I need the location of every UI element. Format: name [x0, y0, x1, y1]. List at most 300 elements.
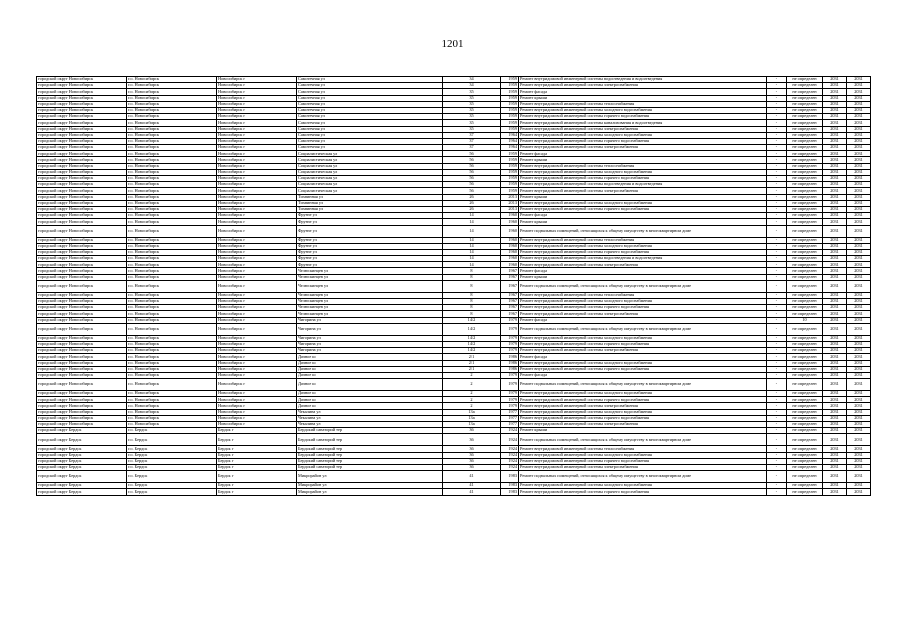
- cell-year: 1979: [501, 403, 519, 409]
- cell-work: Ремонт фасада: [519, 151, 767, 157]
- cell-municipality: городской округ Новосибирск: [37, 397, 127, 403]
- cell-municipality: городской округ Новосибирск: [37, 299, 127, 305]
- cell-settlement: Новосибирск г: [217, 335, 297, 341]
- cell-end: 2031: [847, 434, 871, 446]
- cell-settlement: Новосибирск г: [217, 200, 297, 206]
- cell-amount: -: [767, 409, 787, 415]
- cell-settlement: Новосибирск г: [217, 95, 297, 101]
- cell-municipality: городской округ Новосибирск: [37, 83, 127, 89]
- cell-deadline: не определен: [787, 237, 823, 243]
- cell-settlement_type: г.о. Новосибирск: [127, 323, 217, 335]
- cell-house: 56: [443, 169, 501, 175]
- cell-settlement_type: г.о. Новосибирск: [127, 335, 217, 341]
- cell-settlement: Новосибирск г: [217, 280, 297, 292]
- cell-amount: -: [767, 188, 787, 194]
- cell-deadline: не определен: [787, 311, 823, 317]
- cell-year: 1924: [501, 446, 519, 452]
- cell-start: 2031: [823, 176, 847, 182]
- cell-start: 2031: [823, 225, 847, 237]
- cell-year: 1959: [501, 114, 519, 120]
- cell-house: 36: [443, 428, 501, 434]
- cell-end: 2031: [847, 107, 871, 113]
- cell-street: Дачное ш: [297, 360, 443, 366]
- cell-settlement_type: г.о. Новосибирск: [127, 83, 217, 89]
- cell-settlement: Новосибирск г: [217, 182, 297, 188]
- cell-end: 2031: [847, 446, 871, 452]
- table-row: [37, 323, 871, 335]
- cell-work: Ремонт внутридомовой инженерной системы теплоснабжения: [519, 237, 767, 243]
- cell-house: 14/2: [443, 335, 501, 341]
- cell-amount: -: [767, 145, 787, 151]
- cell-settlement: Новосибирск г: [217, 372, 297, 378]
- cell-street: Тихвинная ул: [297, 194, 443, 200]
- cell-start: 2031: [823, 280, 847, 292]
- cell-house: 36: [443, 446, 501, 452]
- cell-end: 2031: [847, 317, 871, 323]
- cell-street: Челюскинцев ул: [297, 299, 443, 305]
- cell-year: 1977: [501, 415, 519, 421]
- cell-start: 2031: [823, 458, 847, 464]
- cell-work: Ремонт внутридомовой инженерной системы теплоснабжения: [519, 101, 767, 107]
- cell-deadline: не определен: [787, 305, 823, 311]
- cell-year: 1959: [501, 83, 519, 89]
- cell-street: Социалистическая ул: [297, 157, 443, 163]
- cell-municipality: городской округ Новосибирск: [37, 107, 127, 113]
- cell-municipality: городской округ Новосибирск: [37, 354, 127, 360]
- cell-amount: -: [767, 348, 787, 354]
- cell-end: 2031: [847, 225, 871, 237]
- cell-settlement: Бердск г: [217, 452, 297, 458]
- cell-house: 8: [443, 274, 501, 280]
- cell-municipality: городской округ Новосибирск: [37, 114, 127, 120]
- cell-municipality: городской округ Новосибирск: [37, 206, 127, 212]
- cell-year: 1986: [501, 366, 519, 372]
- cell-municipality: городской округ Бердск: [37, 428, 127, 434]
- cell-street: Челюскинцев ул: [297, 292, 443, 298]
- cell-start: 2031: [823, 83, 847, 89]
- cell-municipality: городской округ Новосибирск: [37, 274, 127, 280]
- cell-year: 1959: [501, 176, 519, 182]
- cell-house: 37: [443, 145, 501, 151]
- cell-deadline: не определен: [787, 354, 823, 360]
- cell-settlement: Новосибирск г: [217, 101, 297, 107]
- cell-municipality: городской округ Новосибирск: [37, 391, 127, 397]
- cell-work: Ремонт внутридомовой инженерной системы горячего водоснабжения: [519, 114, 767, 120]
- cell-settlement: Новосибирск г: [217, 151, 297, 157]
- cell-start: 2031: [823, 415, 847, 421]
- cell-deadline: не определен: [787, 95, 823, 101]
- cell-settlement_type: г.о. Новосибирск: [127, 95, 217, 101]
- cell-deadline: не определен: [787, 372, 823, 378]
- cell-municipality: городской округ Новосибирск: [37, 132, 127, 138]
- cell-deadline: не определен: [787, 434, 823, 446]
- cell-settlement_type: г.о. Новосибирск: [127, 138, 217, 144]
- cell-start: 2031: [823, 163, 847, 169]
- cell-street: Дачное ш: [297, 372, 443, 378]
- cell-start: 2031: [823, 292, 847, 298]
- cell-settlement: Новосибирск г: [217, 243, 297, 249]
- cell-work: Ремонт внутридомовой инженерной системы водоотведения и водоотведения: [519, 182, 767, 188]
- cell-settlement_type: г.о. Бердск: [127, 471, 217, 483]
- cell-start: 2031: [823, 213, 847, 219]
- cell-settlement: Новосибирск г: [217, 305, 297, 311]
- cell-deadline: не определен: [787, 458, 823, 464]
- cell-year: 1983: [501, 489, 519, 495]
- cell-house: 26: [443, 194, 501, 200]
- cell-street: Дачное ш: [297, 397, 443, 403]
- cell-settlement_type: г.о. Новосибирск: [127, 151, 217, 157]
- cell-settlement: Новосибирск г: [217, 292, 297, 298]
- cell-end: 2031: [847, 126, 871, 132]
- cell-year: 1967: [501, 305, 519, 311]
- cell-street: Самотечная ул: [297, 95, 443, 101]
- cell-house: 35: [443, 95, 501, 101]
- cell-house: 35: [443, 120, 501, 126]
- cell-municipality: городской округ Новосибирск: [37, 249, 127, 255]
- cell-municipality: городской округ Новосибирск: [37, 243, 127, 249]
- cell-year: 1983: [501, 471, 519, 483]
- cell-amount: -: [767, 335, 787, 341]
- cell-settlement_type: г.о. Новосибирск: [127, 379, 217, 391]
- cell-work: Ремонт внутридомовой инженерной системы канализования и водоотведения: [519, 120, 767, 126]
- cell-deadline: не определен: [787, 157, 823, 163]
- cell-work: Ремонт внутридомовой инженерной системы теплоснабжения: [519, 446, 767, 452]
- cell-house: 56: [443, 182, 501, 188]
- cell-municipality: городской округ Новосибирск: [37, 379, 127, 391]
- cell-amount: -: [767, 403, 787, 409]
- cell-municipality: городской округ Новосибирск: [37, 188, 127, 194]
- cell-start: 2031: [823, 372, 847, 378]
- cell-street: Социалистическая ул: [297, 151, 443, 157]
- cell-work: Ремонт внутридомовой инженерной системы горячего водоснабжения: [519, 305, 767, 311]
- cell-amount: -: [767, 446, 787, 452]
- cell-settlement_type: г.о. Новосибирск: [127, 77, 217, 83]
- cell-work: Ремонт внутридомовой инженерной системы водоотведения и водоотведения: [519, 256, 767, 262]
- cell-end: 2031: [847, 77, 871, 83]
- cell-municipality: городской округ Бердск: [37, 452, 127, 458]
- cell-end: 2031: [847, 348, 871, 354]
- cell-work: Ремонт внутридомовой инженерной системы горячего водоснабжения: [519, 489, 767, 495]
- cell-deadline: не определен: [787, 274, 823, 280]
- cell-start: 2031: [823, 169, 847, 175]
- cell-house: 36: [443, 464, 501, 470]
- cell-deadline: не определен: [787, 335, 823, 341]
- cell-settlement: Бердск г: [217, 458, 297, 464]
- cell-year: 1977: [501, 422, 519, 428]
- cell-year: 1960: [501, 262, 519, 268]
- cell-street: Челюскинцев ул: [297, 280, 443, 292]
- cell-year: 1959: [501, 95, 519, 101]
- cell-street: Чекалина ул: [297, 415, 443, 421]
- cell-work: Ремонт внутридомовой инженерной системы горячего водоснабжения: [519, 138, 767, 144]
- cell-municipality: городской округ Новосибирск: [37, 169, 127, 175]
- cell-amount: -: [767, 225, 787, 237]
- cell-street: Самотечная ул: [297, 138, 443, 144]
- cell-work: Ремонт подвальных помещений, относящихся к общему имуществу в многоквартирном доме: [519, 434, 767, 446]
- cell-work: Ремонт крыши: [519, 428, 767, 434]
- cell-municipality: городской округ Новосибирск: [37, 176, 127, 182]
- cell-deadline: 10: [787, 317, 823, 323]
- cell-year: 2013: [501, 200, 519, 206]
- cell-amount: -: [767, 458, 787, 464]
- cell-year: 1967: [501, 299, 519, 305]
- cell-work: Ремонт внутридомовой инженерной системы теплоснабжения: [519, 163, 767, 169]
- cell-street: Бердский санаторий тер: [297, 446, 443, 452]
- cell-work: Ремонт фасада: [519, 354, 767, 360]
- cell-work: Ремонт подвальных помещений, относящихся к общему имуществу в многоквартирном доме: [519, 280, 767, 292]
- cell-house: 13а: [443, 409, 501, 415]
- cell-settlement: Новосибирск г: [217, 107, 297, 113]
- cell-house: 35: [443, 126, 501, 132]
- cell-street: Социалистическая ул: [297, 188, 443, 194]
- cell-end: 2031: [847, 489, 871, 495]
- cell-house: 8: [443, 311, 501, 317]
- cell-start: 2031: [823, 200, 847, 206]
- cell-end: 2031: [847, 341, 871, 347]
- cell-street: Самотечная ул: [297, 120, 443, 126]
- cell-work: Ремонт подвальных помещений, относящихся к общему имуществу в многоквартирном доме: [519, 323, 767, 335]
- cell-year: 1977: [501, 409, 519, 415]
- cell-settlement: Новосибирск г: [217, 274, 297, 280]
- cell-settlement_type: г.о. Новосибирск: [127, 237, 217, 243]
- cell-municipality: городской округ Новосибирск: [37, 200, 127, 206]
- cell-street: Социалистическая ул: [297, 163, 443, 169]
- cell-settlement_type: г.о. Новосибирск: [127, 299, 217, 305]
- cell-amount: -: [767, 262, 787, 268]
- cell-work: Ремонт внутридомовой инженерной системы водоотведения и водоотведения: [519, 77, 767, 83]
- cell-municipality: городской округ Новосибирск: [37, 317, 127, 323]
- cell-work: Ремонт внутридомовой инженерной системы холодного водоснабжения: [519, 200, 767, 206]
- cell-house: 8: [443, 299, 501, 305]
- cell-municipality: городской округ Бердск: [37, 483, 127, 489]
- cell-start: 2031: [823, 317, 847, 323]
- cell-work: Ремонт внутридомовой инженерной системы холодного водоснабжения: [519, 243, 767, 249]
- cell-deadline: не определен: [787, 379, 823, 391]
- table-row: [37, 225, 871, 237]
- page-number: 1201: [441, 38, 464, 50]
- cell-amount: -: [767, 77, 787, 83]
- cell-settlement: Новосибирск г: [217, 366, 297, 372]
- cell-year: 1959: [501, 120, 519, 126]
- cell-settlement_type: г.о. Новосибирск: [127, 176, 217, 182]
- cell-street: Тихвинная ул: [297, 206, 443, 212]
- cell-work: Ремонт фасада: [519, 213, 767, 219]
- cell-house: 8: [443, 292, 501, 298]
- cell-deadline: не определен: [787, 403, 823, 409]
- cell-house: 35: [443, 107, 501, 113]
- cell-street: Самотечная ул: [297, 89, 443, 95]
- cell-amount: -: [767, 372, 787, 378]
- cell-year: 1959: [501, 151, 519, 157]
- cell-settlement_type: г.о. Новосибирск: [127, 268, 217, 274]
- cell-year: 1979: [501, 397, 519, 403]
- cell-street: Фрунзе ул: [297, 256, 443, 262]
- cell-amount: -: [767, 126, 787, 132]
- cell-work: Ремонт подвальных помещений, относящихся к общему имуществу в многоквартирном доме: [519, 225, 767, 237]
- cell-street: Челюскинцев ул: [297, 311, 443, 317]
- cell-settlement: Новосибирск г: [217, 219, 297, 225]
- cell-municipality: городской округ Новосибирск: [37, 292, 127, 298]
- cell-year: 1959: [501, 157, 519, 163]
- cell-municipality: городской округ Новосибирск: [37, 262, 127, 268]
- cell-work: Ремонт внутридомовой инженерной системы электроснабжения: [519, 403, 767, 409]
- cell-amount: -: [767, 89, 787, 95]
- cell-start: 2031: [823, 348, 847, 354]
- cell-settlement_type: г.о. Новосибирск: [127, 145, 217, 151]
- cell-start: 2031: [823, 89, 847, 95]
- cell-settlement_type: г.о. Новосибирск: [127, 409, 217, 415]
- cell-settlement_type: г.о. Новосибирск: [127, 292, 217, 298]
- cell-settlement: Бердск г: [217, 489, 297, 495]
- cell-settlement_type: г.о. Новосибирск: [127, 194, 217, 200]
- cell-work: Ремонт внутридомовой инженерной системы горячего водоснабжения: [519, 366, 767, 372]
- cell-house: 56: [443, 151, 501, 157]
- cell-municipality: городской округ Новосибирск: [37, 163, 127, 169]
- cell-amount: -: [767, 163, 787, 169]
- cell-work: Ремонт внутридомовой инженерной системы холодного водоснабжения: [519, 107, 767, 113]
- cell-amount: -: [767, 366, 787, 372]
- cell-settlement: Новосибирск г: [217, 225, 297, 237]
- cell-street: Дачное ш: [297, 403, 443, 409]
- cell-municipality: городской округ Новосибирск: [37, 89, 127, 95]
- cell-settlement: Новосибирск г: [217, 138, 297, 144]
- cell-settlement: Новосибирск г: [217, 237, 297, 243]
- cell-start: 2031: [823, 311, 847, 317]
- cell-work: Ремонт внутридомовой инженерной системы холодного водоснабжения: [519, 409, 767, 415]
- cell-municipality: городской округ Новосибирск: [37, 95, 127, 101]
- cell-start: 2031: [823, 360, 847, 366]
- cell-settlement_type: г.о. Новосибирск: [127, 225, 217, 237]
- cell-municipality: городской округ Бердск: [37, 434, 127, 446]
- cell-deadline: не определен: [787, 219, 823, 225]
- cell-amount: -: [767, 256, 787, 262]
- cell-settlement: Бердск г: [217, 471, 297, 483]
- cell-house: 2: [443, 391, 501, 397]
- cell-amount: -: [767, 489, 787, 495]
- cell-year: 1964: [501, 138, 519, 144]
- cell-amount: -: [767, 391, 787, 397]
- cell-deadline: не определен: [787, 446, 823, 452]
- cell-work: Ремонт внутридомовой инженерной системы электроснабжения: [519, 83, 767, 89]
- cell-street: Микрорайон ул: [297, 483, 443, 489]
- cell-start: 2031: [823, 452, 847, 458]
- cell-house: 2: [443, 397, 501, 403]
- cell-start: 2031: [823, 305, 847, 311]
- cell-amount: -: [767, 471, 787, 483]
- cell-house: 14: [443, 219, 501, 225]
- cell-settlement: Бердск г: [217, 483, 297, 489]
- cell-deadline: не определен: [787, 169, 823, 175]
- cell-amount: -: [767, 200, 787, 206]
- cell-deadline: не определен: [787, 182, 823, 188]
- cell-municipality: городской округ Бердск: [37, 489, 127, 495]
- cell-settlement_type: г.о. Новосибирск: [127, 157, 217, 163]
- cell-year: 1959: [501, 77, 519, 83]
- cell-house: 36: [443, 452, 501, 458]
- cell-amount: -: [767, 428, 787, 434]
- cell-settlement_type: г.о. Новосибирск: [127, 200, 217, 206]
- cell-street: Челюскинцев ул: [297, 305, 443, 311]
- cell-amount: -: [767, 151, 787, 157]
- cell-end: 2031: [847, 188, 871, 194]
- cell-work: Ремонт фасада: [519, 268, 767, 274]
- cell-work: Ремонт внутридомовой инженерной системы горячего водоснабжения: [519, 176, 767, 182]
- cell-work: Ремонт подвальных помещений, относящихся к общему имуществу в многоквартирном доме: [519, 379, 767, 391]
- cell-settlement: Новосибирск г: [217, 360, 297, 366]
- cell-street: Самотечная ул: [297, 126, 443, 132]
- cell-settlement_type: г.о. Бердск: [127, 446, 217, 452]
- cell-settlement: Бердск г: [217, 434, 297, 446]
- cell-work: Ремонт внутридомовой инженерной системы холодного водоснабжения: [519, 452, 767, 458]
- cell-start: 2031: [823, 446, 847, 452]
- cell-work: Ремонт внутридомовой инженерной системы горячего водоснабжения: [519, 249, 767, 255]
- cell-settlement: Новосибирск г: [217, 169, 297, 175]
- cell-end: 2031: [847, 169, 871, 175]
- cell-year: 1924: [501, 452, 519, 458]
- cell-house: 14/2: [443, 317, 501, 323]
- cell-settlement_type: г.о. Новосибирск: [127, 354, 217, 360]
- cell-street: Самотечная ул: [297, 132, 443, 138]
- cell-end: 2031: [847, 428, 871, 434]
- cell-deadline: не определен: [787, 151, 823, 157]
- cell-street: Фрунзе ул: [297, 213, 443, 219]
- cell-settlement: Новосибирск г: [217, 262, 297, 268]
- cell-house: 41: [443, 471, 501, 483]
- cell-house: 14/2: [443, 348, 501, 354]
- cell-house: 34: [443, 77, 501, 83]
- cell-street: Социалистическая ул: [297, 182, 443, 188]
- cell-house: 14/2: [443, 323, 501, 335]
- cell-street: Чигорина ул: [297, 323, 443, 335]
- cell-settlement: Новосибирск г: [217, 176, 297, 182]
- cell-settlement: Новосибирск г: [217, 145, 297, 151]
- cell-deadline: не определен: [787, 409, 823, 415]
- cell-start: 2031: [823, 268, 847, 274]
- cell-end: 2031: [847, 391, 871, 397]
- table-row: [37, 379, 871, 391]
- cell-municipality: городской округ Новосибирск: [37, 157, 127, 163]
- cell-house: 14: [443, 225, 501, 237]
- cell-deadline: не определен: [787, 132, 823, 138]
- cell-deadline: не определен: [787, 213, 823, 219]
- cell-municipality: городской округ Новосибирск: [37, 409, 127, 415]
- cell-year: 1959: [501, 101, 519, 107]
- cell-start: 2031: [823, 434, 847, 446]
- cell-street: Фрунзе ул: [297, 219, 443, 225]
- cell-street: Микрорайон ул: [297, 489, 443, 495]
- cell-settlement: Новосибирск г: [217, 409, 297, 415]
- cell-work: Ремонт крыши: [519, 219, 767, 225]
- cell-street: Дачное ш: [297, 379, 443, 391]
- cell-settlement: Новосибирск г: [217, 403, 297, 409]
- cell-municipality: городской округ Бердск: [37, 446, 127, 452]
- cell-amount: -: [767, 182, 787, 188]
- cell-house: 2: [443, 372, 501, 378]
- cell-street: Чигорина ул: [297, 341, 443, 347]
- cell-deadline: не определен: [787, 145, 823, 151]
- cell-year: 1924: [501, 434, 519, 446]
- cell-deadline: не определен: [787, 188, 823, 194]
- cell-year: 1960: [501, 243, 519, 249]
- cell-start: 2031: [823, 194, 847, 200]
- cell-house: 35: [443, 114, 501, 120]
- cell-year: 1960: [501, 256, 519, 262]
- cell-municipality: городской округ Новосибирск: [37, 219, 127, 225]
- cell-start: 2031: [823, 403, 847, 409]
- cell-work: Ремонт внутридомовой инженерной системы холодного водоснабжения: [519, 132, 767, 138]
- cell-deadline: не определен: [787, 280, 823, 292]
- cell-deadline: не определен: [787, 397, 823, 403]
